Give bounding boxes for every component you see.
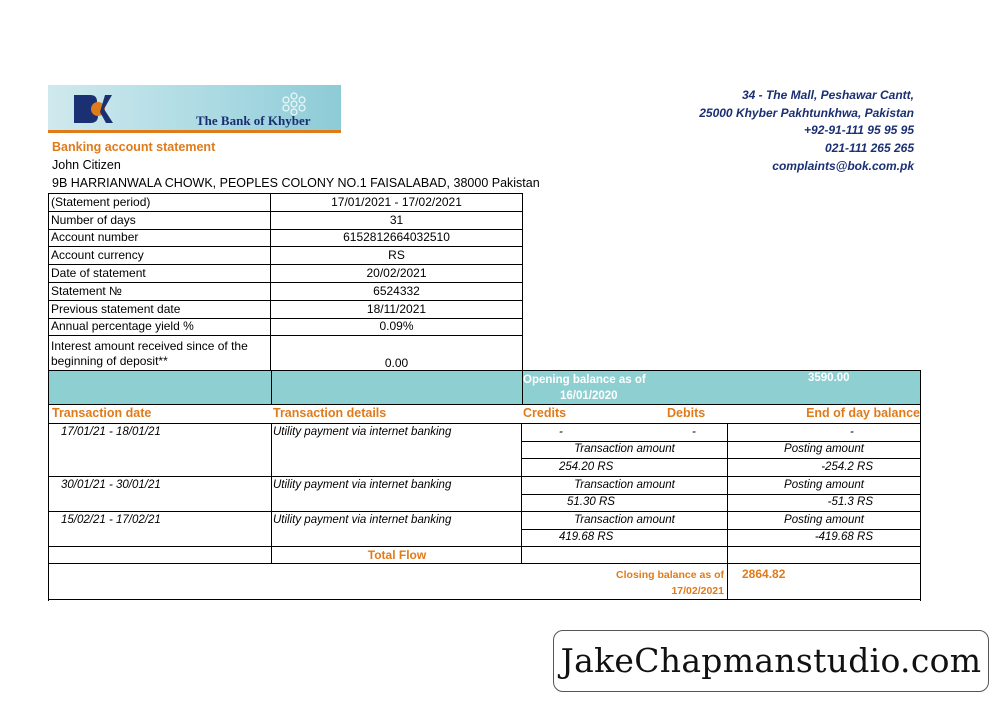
bank-email[interactable]: complaints@bok.com.pk [772,159,914,173]
header-debits: Debits [667,406,706,420]
info-label: Account currency [49,247,271,265]
tx-posting-amount: -254.2 RS [821,461,873,473]
info-row [49,229,523,247]
bank-logo-text: The Bank of Khyber [196,113,311,128]
info-label: Account number [49,229,271,247]
bank-address-line2: 25000 Khyber Pakhtunkhwa, Pakistan [699,106,914,120]
tx-amount: 254.20 RS [559,461,614,473]
info-value: 6524332 [271,282,523,300]
tx-amount: 51.30 RS [567,496,615,508]
total-flow-label: Total Flow [367,548,427,562]
info-row [49,318,523,336]
info-row [49,265,523,283]
closing-balance-label [560,567,724,599]
tx-posting-amount: -419.68 RS [814,531,873,543]
info-value: 17/01/2021 - 17/02/2021 [271,194,523,212]
tx-amount: 419.68 RS [559,531,614,543]
tx-posting-amount: -51.3 RS [827,496,873,508]
closing-balance-value: 2864.82 [742,567,786,581]
flower-icon [274,91,314,117]
info-label: Annual percentage yield % [49,318,271,336]
holder-name: John Citizen [52,158,121,172]
tx-amount-label: Transaction amount [574,479,675,491]
tx-date: 30/01/21 - 30/01/21 [61,479,161,491]
opening-balance-label [523,372,723,404]
bank-logo [48,85,341,133]
tx-amount-label: Transaction amount [574,514,675,526]
tx-amount-label: Transaction amount [574,443,675,455]
tx-details: Utility payment via internet banking [273,514,452,526]
info-row [49,336,523,372]
tx-credit-dash: - [559,426,563,438]
tx-details: Utility payment via internet banking [273,479,452,491]
info-label: Previous statement date [49,300,271,318]
info-row [49,247,523,265]
info-row [49,211,523,229]
info-label: Statement № [49,282,271,300]
info-row [49,282,523,300]
info-label: Interest amount received since of the beginning of deposit** [49,336,271,372]
header-transaction-details: Transaction details [273,406,387,420]
tx-date: 15/02/21 - 17/02/21 [61,514,161,526]
tx-posting-label: Posting amount [784,514,864,526]
bank-logo-mark [74,94,122,124]
tx-balance-dash: - [850,426,854,438]
info-row [49,300,523,318]
info-row [49,194,523,212]
tx-posting-label: Posting amount [784,443,864,455]
info-label: Date of statement [49,265,271,283]
info-value: 20/02/2021 [271,265,523,283]
info-value: RS [271,247,523,265]
info-value: 6152812664032510 [271,229,523,247]
info-label: Number of days [49,211,271,229]
closing-balance-date: 17/02/2021 [671,585,724,597]
info-value: 0.09% [271,318,523,336]
statement-info-table [48,193,523,372]
statement-title: Banking account statement [52,140,216,154]
holder-address: 9B HARRIANWALA CHOWK, PEOPLES COLONY NO.1 FAISALABAD, 38000 Pakistan [52,176,540,190]
info-value: 31 [271,211,523,229]
tx-details: Utility payment via internet banking [273,426,452,438]
opening-balance-value: 3590.00 [808,372,850,384]
tx-debit-dash: - [692,426,696,438]
closing-balance-text: Closing balance as of [616,569,724,581]
tx-posting-label: Posting amount [784,479,864,491]
opening-balance-text: Opening balance as of [523,374,646,386]
bank-phone-1: +92-91-111 95 95 95 [804,123,914,137]
opening-balance-band [48,370,921,405]
bank-phone-2: 021-111 265 265 [825,141,914,155]
info-value: 0.00 [271,336,523,372]
tx-date: 17/01/21 - 18/01/21 [61,426,161,438]
opening-balance-date: 16/01/2020 [560,390,618,402]
info-value: 18/11/2021 [271,300,523,318]
watermark-badge: JakeChapmanstudio.com [553,630,989,692]
header-end-of-day-balance: End of day balance [806,406,920,420]
info-label: (Statement period) [49,194,271,212]
bank-address-line1: 34 - The Mall, Peshawar Cantt, [741,88,914,102]
header-transaction-date: Transaction date [52,406,152,420]
header-credits: Credits [523,406,567,420]
